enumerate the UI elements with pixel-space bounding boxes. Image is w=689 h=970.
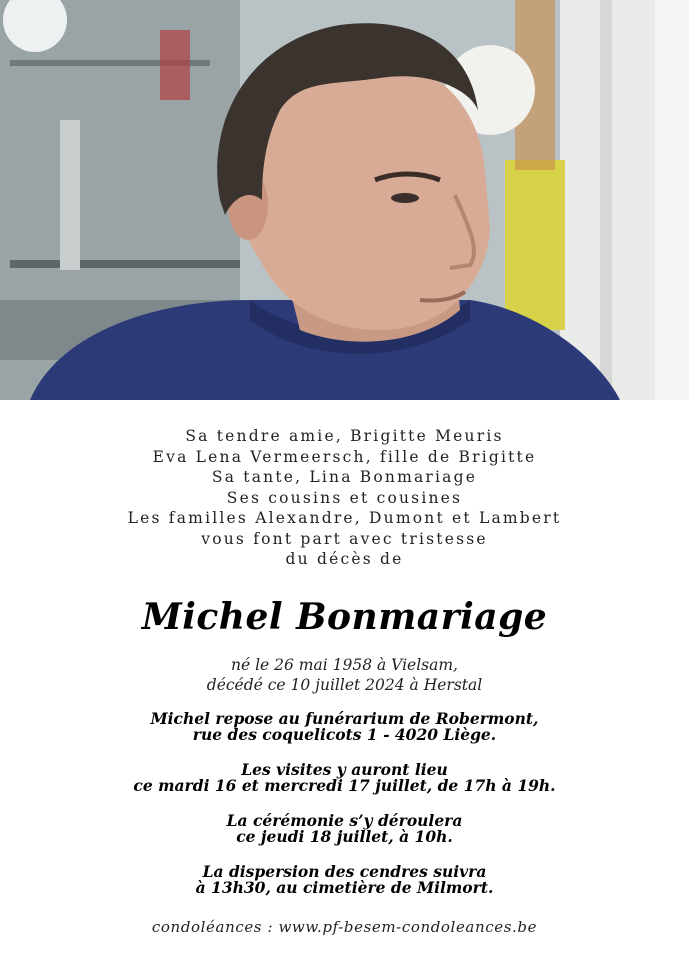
family-line: Les familles Alexandre, Dumont et Lambert xyxy=(127,509,562,527)
family-line: Sa tendre amie, Brigitte Meuris xyxy=(185,427,504,445)
death-date: décédé ce 10 juillet 2024 à Herstal xyxy=(206,675,483,694)
repose-line: rue des coquelicots 1 - 4020 Liège. xyxy=(192,724,497,744)
visits-line: ce mardi 16 et mercredi 17 juillet, de 17h à 19h. xyxy=(133,775,556,795)
family-line: Eva Lena Vermeersch, fille de Brigitte xyxy=(152,447,537,466)
repose-line: Michel repose au funérarium de Robermont, xyxy=(150,708,539,728)
family-line: Sa tante, Lina Bonmariage xyxy=(211,468,478,486)
repose-notice xyxy=(0,708,689,744)
family-announcement xyxy=(0,426,689,570)
ceremony-line: La cérémonie s’y déroulera xyxy=(226,810,463,830)
obituary-text xyxy=(0,400,689,970)
ceremony-notice xyxy=(0,810,689,846)
visits-notice xyxy=(0,759,689,795)
birth-date: né le 26 mai 1958 à Vielsam, xyxy=(231,655,458,674)
family-line: vous font part avec tristesse xyxy=(201,529,488,548)
visits-line: Les visites y auront lieu xyxy=(241,759,448,779)
deceased-name: Michel Bonmariage xyxy=(141,595,548,638)
dispersion-line: La dispersion des cendres suivra xyxy=(202,861,487,881)
portrait-illustration xyxy=(0,0,689,400)
portrait-photo xyxy=(0,0,689,400)
condolences-link[interactable]: condoléances : www.pf-besem-condoleances.be xyxy=(151,917,538,936)
dispersion-line: à 13h30, au cimetière de Milmort. xyxy=(195,877,494,897)
dispersion-notice xyxy=(0,861,689,897)
family-line: Ses cousins et cousines xyxy=(226,488,463,507)
family-line: du décès de xyxy=(285,550,404,568)
ceremony-line: ce jeudi 18 juillet, à 10h. xyxy=(236,826,453,846)
life-dates xyxy=(0,655,689,695)
